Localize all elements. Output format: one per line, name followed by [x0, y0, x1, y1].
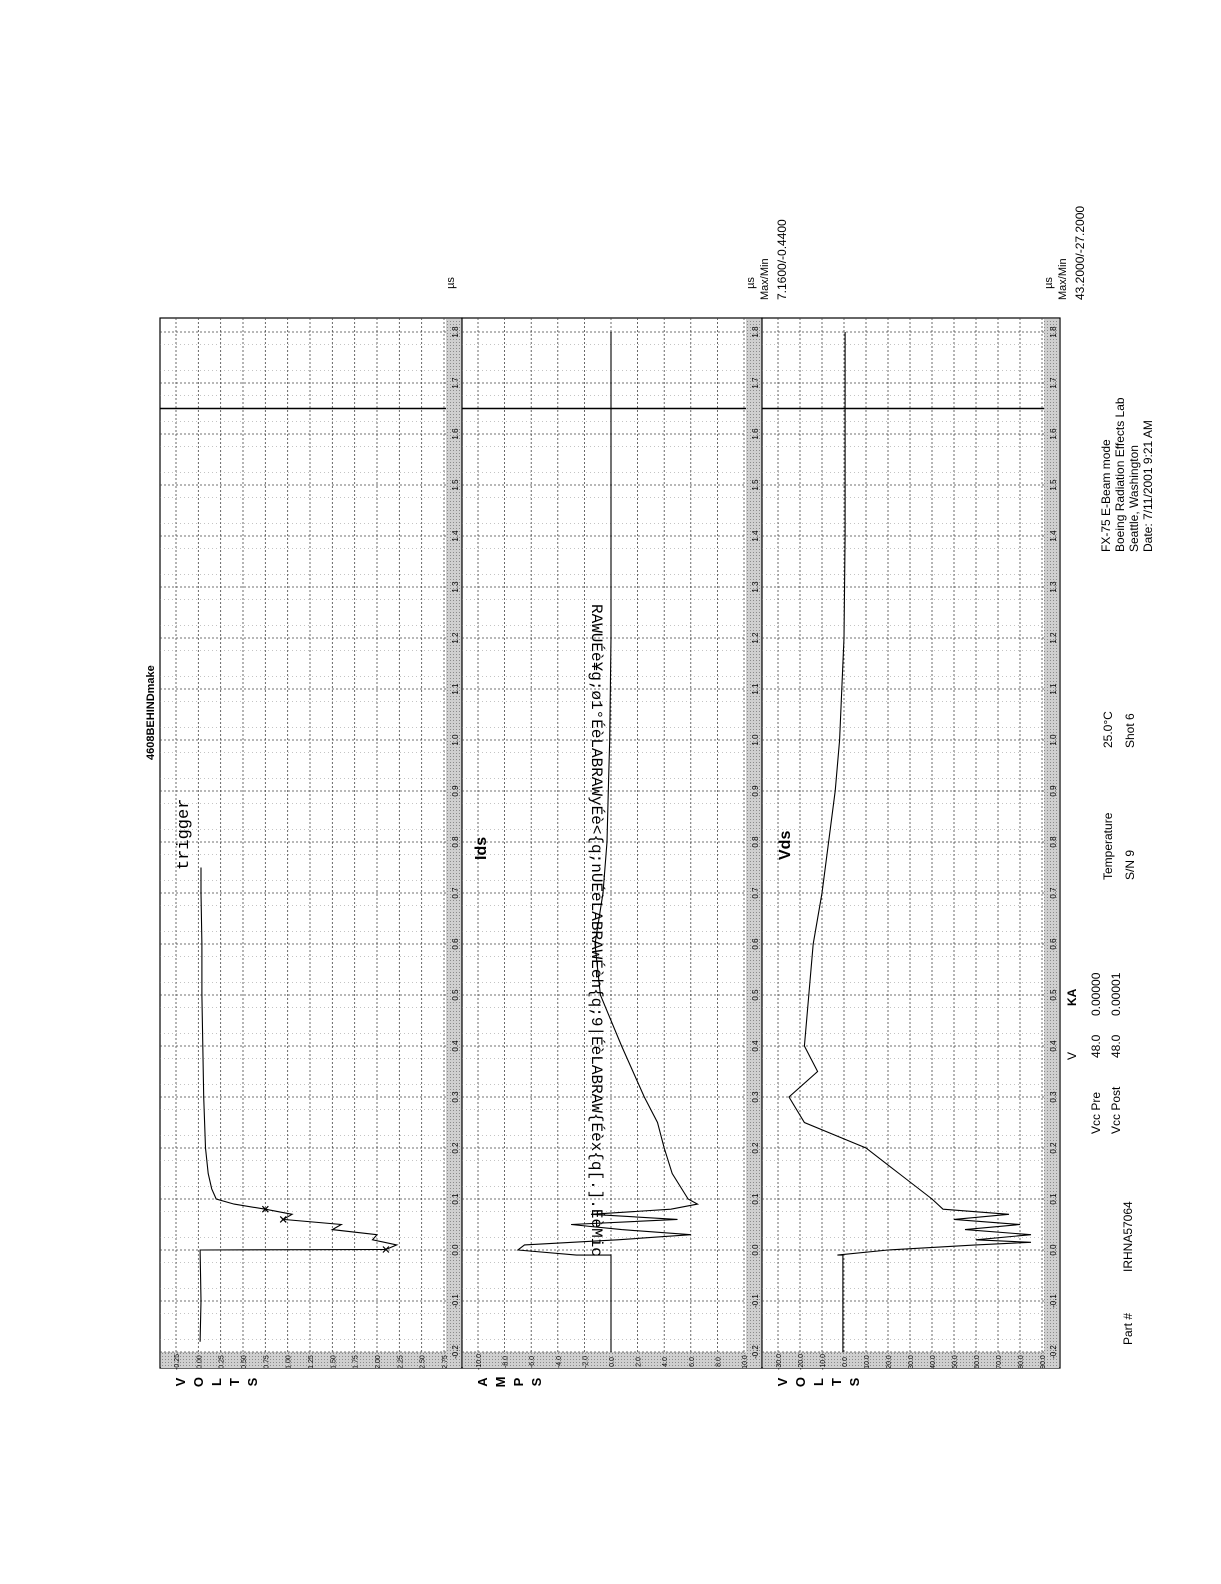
trigger-value-tick-label: 1.50 [330, 1355, 338, 1369]
ids-value-tick-label: -4.0 [555, 1355, 563, 1369]
trigger-value-tick-label: 0.75 [263, 1355, 271, 1369]
trigger-value-tick-label: 1.25 [308, 1355, 315, 1369]
ids-value-tick-label: -2.0 [582, 1355, 590, 1369]
shot-number: Shot 6 [1123, 713, 1137, 748]
trigger-time-tick-label: 1.0 [451, 734, 460, 746]
header-garbled-line: RAWUÉè¥g;ø1°ÉèLABRAWyÉè<{q;nÜÉèLABRAWÉèh{q;9|ÉèLABRAW{Éèx{q[.].ÉèMic [587, 604, 605, 1257]
ids-value-tick-label: -8.0 [502, 1355, 510, 1369]
vds-time-tick-label: -0.1 [1049, 1294, 1058, 1308]
vds-value-tick-label: 50.0 [952, 1355, 959, 1369]
vds-value-tick-label: 60.0 [974, 1355, 981, 1369]
vds-value-tick-label: -30.0 [776, 1354, 783, 1370]
trigger-time-tick-label: 1.7 [451, 377, 460, 389]
trigger-time-tick-label: 1.4 [451, 530, 460, 542]
vcc-post-current: 0.00001 [1109, 972, 1123, 1016]
vds-ylabel-letter: V [775, 1377, 790, 1387]
ids-time-tick-label: 1.6 [751, 428, 760, 440]
trigger-time-tick-label: 0.1 [451, 1193, 460, 1205]
ids-time-tick-label: 1.7 [751, 377, 760, 389]
lab-name: Boeing Radiation Effects Lab [1113, 397, 1127, 552]
trigger-time-tick-label: 1.1 [451, 683, 460, 695]
ids-time-tick-label: -0.1 [751, 1294, 760, 1308]
vds-time-tick-label: 1.1 [1049, 683, 1058, 695]
trigger-ylabel-letter: S [245, 1377, 260, 1387]
ids-value-tick-label: 0.0 [609, 1357, 616, 1367]
trigger-time-tick-label: 0.3 [451, 1091, 460, 1103]
ids-time-tick-label: 1.2 [751, 632, 760, 644]
ids-title: Ids [473, 836, 490, 860]
vds-time-tick-label: 0.9 [1049, 785, 1058, 797]
ids-time-tick-label: 0.9 [751, 785, 760, 797]
trigger-value-tick-label: 0.25 [218, 1355, 226, 1369]
trigger-value-tick-label: 2.75 [442, 1355, 449, 1369]
vds-time-tick-label: 0.0 [1049, 1244, 1058, 1256]
ids-time-tick-label: 1.0 [751, 734, 760, 746]
trigger-time-tick-label: 0.8 [451, 836, 460, 848]
ids-maxmin-label: Max/Min [759, 258, 771, 300]
plots-layer [160, 318, 1060, 1368]
ids-time-tick-label: 0.1 [751, 1193, 760, 1205]
vds-time-tick-label: 1.2 [1049, 632, 1058, 644]
ids-ylabel-letter: A [475, 1377, 490, 1387]
vds-time-tick-label: 0.8 [1049, 836, 1058, 848]
ids-time-tick-label: 0.7 [751, 887, 760, 899]
vds-ylabel-letter: T [829, 1378, 844, 1386]
ka-column-label: KA [1065, 988, 1079, 1006]
vds-time-tick-label: 0.3 [1049, 1091, 1058, 1103]
ids-time-tick-label: 0.3 [751, 1091, 760, 1103]
trigger-time-tick-label: 0.6 [451, 938, 460, 950]
vds-value-tick-label: 80.0 [1018, 1355, 1025, 1369]
ids-value-tick-label: -6.0 [529, 1355, 537, 1369]
vcc-post-label: Vcc Post [1109, 1086, 1123, 1134]
ids-time-tick-label: 0.8 [751, 836, 760, 848]
vds-time-tick-label: 0.7 [1049, 887, 1058, 899]
temperature-value: 25.0°C [1101, 711, 1115, 748]
ids-time-tick-label: 0.5 [751, 989, 760, 1001]
vds-title: Vds [777, 830, 794, 860]
vds-time-tick-label: 1.8 [1049, 326, 1058, 338]
trigger-value-tick-label: 2.50 [419, 1355, 427, 1369]
trigger-time-tick-label: 0.2 [451, 1142, 460, 1154]
trigger-time-tick-label: 0.4 [451, 1040, 460, 1052]
ids-time-unit: µs [745, 277, 757, 289]
vds-value-tick-label: 40.0 [930, 1355, 937, 1369]
trigger-value-tick-label: -0.25 [174, 1354, 181, 1370]
ids-time-tick-label: 0.6 [751, 938, 760, 950]
capture-date: Date: 7/11/2001 9:21 AM [1141, 420, 1155, 552]
ids-time-tick-label: 0.2 [751, 1142, 760, 1154]
ids-value-tick-label: 2.0 [635, 1357, 643, 1367]
ids-time-tick-label: 1.8 [751, 326, 760, 338]
ids-value-tick-label: 6.0 [688, 1357, 696, 1367]
ids-maxmin-value: 7.1600/-0.4400 [775, 219, 789, 300]
lab-location: Seattle, Washington [1127, 445, 1141, 552]
trigger-time-tick-label: 1.2 [451, 632, 460, 644]
serial-number: S/N 9 [1123, 849, 1137, 880]
trigger-value-tick-label: 0.00 [196, 1355, 204, 1369]
trigger-value-tick-label: 2.00 [375, 1355, 382, 1369]
ids-time-tick-label: -0.2 [751, 1345, 760, 1359]
part-value: IRHNA57064 [1121, 1201, 1135, 1272]
vcc-pre-label: Vcc Pre [1089, 1091, 1103, 1134]
ids-value-tick-label: 8.0 [715, 1357, 723, 1367]
trigger-ylabel-letter: V [173, 1377, 188, 1387]
trigger-value-tick-label: 1.75 [352, 1355, 360, 1369]
vds-time-tick-label: 1.7 [1049, 377, 1058, 389]
trigger-ylabel-letter: T [227, 1378, 242, 1386]
vds-value-tick-label: -10.0 [820, 1354, 827, 1370]
vds-value-tick-label: 30.0 [908, 1355, 915, 1369]
ids-time-tick-label: 0.0 [751, 1244, 760, 1256]
ids-value-tick-label: -10.0 [476, 1354, 483, 1370]
vds-ylabel-letter: O [793, 1376, 808, 1388]
ids-value-tick-label: 4.0 [662, 1357, 670, 1367]
vds-value-tick-label: 70.0 [996, 1355, 1003, 1369]
vds-time-unit: µs [1043, 277, 1055, 289]
vds-panel-frame [762, 318, 1060, 1368]
vds-ylabel-letter: L [811, 1378, 826, 1386]
vds-time-tick-label: 0.4 [1049, 1040, 1058, 1052]
ids-value-tick-label: 10.0 [742, 1355, 749, 1369]
trigger-time-tick-label: -0.2 [451, 1345, 460, 1359]
vds-maxmin-label: Max/Min [1057, 258, 1069, 300]
ids-time-tick-label: 0.4 [751, 1040, 760, 1052]
trigger-panel-frame [160, 318, 462, 1368]
vds-time-tick-label: 1.0 [1049, 734, 1058, 746]
vds-value-tick-label: -20.0 [798, 1354, 805, 1370]
trigger-time-tick-label: 0.5 [451, 989, 460, 1001]
trigger-value-tick-label: 1.00 [285, 1355, 293, 1369]
vds-value-tick-label: 90.0 [1040, 1355, 1047, 1369]
trigger-ylabel-letter: L [209, 1378, 224, 1386]
vds-maxmin-value: 43.2000/-27.2000 [1073, 205, 1087, 300]
vds-time-tick-label: -0.2 [1049, 1345, 1058, 1359]
vcc-post-voltage: 48.0 [1109, 1034, 1123, 1058]
vds-time-tick-label: 0.6 [1049, 938, 1058, 950]
trigger-time-unit: µs [445, 277, 457, 289]
trigger-time-tick-label: 0.9 [451, 785, 460, 797]
vds-ylabel-letter: S [847, 1377, 862, 1387]
ids-time-tick-label: 1.5 [751, 479, 760, 491]
ids-time-tick-label: 1.4 [751, 530, 760, 542]
v-column-label: V [1065, 1051, 1079, 1060]
trigger-time-tick-label: 1.5 [451, 479, 460, 491]
trigger-title: trigger [175, 798, 194, 870]
temperature-label: Temperature [1101, 812, 1115, 880]
vds-time-tick-label: 1.3 [1049, 581, 1058, 593]
trigger-time-tick-label: 0.0 [451, 1244, 460, 1256]
vcc-pre-current: 0.00000 [1089, 972, 1103, 1016]
part-label: Part # [1121, 1312, 1135, 1345]
vcc-pre-voltage: 48.0 [1089, 1034, 1103, 1058]
ids-ylabel-letter: M [493, 1376, 508, 1388]
vds-time-tick-label: 1.5 [1049, 479, 1058, 491]
ids-ylabel-letter: P [511, 1377, 526, 1387]
vds-value-tick-label: 10.0 [864, 1355, 871, 1369]
trigger-value-tick-label: 0.50 [241, 1355, 248, 1369]
trigger-time-tick-label: 1.8 [451, 326, 460, 338]
lab-mode: FX-75 E-Beam mode [1099, 439, 1113, 552]
trigger-time-tick-label: -0.1 [451, 1294, 460, 1308]
vds-time-tick-label: 1.6 [1049, 428, 1058, 440]
vds-time-tick-label: 0.2 [1049, 1142, 1058, 1154]
ids-ylabel-letter: S [529, 1377, 544, 1387]
vds-value-tick-label: 20.0 [886, 1355, 893, 1369]
trigger-time-tick-label: 1.3 [451, 581, 460, 593]
trigger-value-tick-label: 2.25 [397, 1355, 405, 1369]
trigger-time-tick-label: 1.6 [451, 428, 460, 440]
ids-time-tick-label: 1.1 [751, 683, 760, 695]
vds-value-tick-label: 0.0 [842, 1357, 849, 1367]
vds-time-tick-label: 0.5 [1049, 989, 1058, 1001]
vds-time-tick-label: 1.4 [1049, 530, 1058, 542]
trigger-time-tick-label: 0.7 [451, 887, 460, 899]
vds-time-tick-label: 0.1 [1049, 1193, 1058, 1205]
trigger-ylabel-letter: O [191, 1376, 206, 1388]
ids-time-tick-label: 1.3 [751, 581, 760, 593]
header-file-id: 4608BEHINDmake [145, 665, 157, 760]
